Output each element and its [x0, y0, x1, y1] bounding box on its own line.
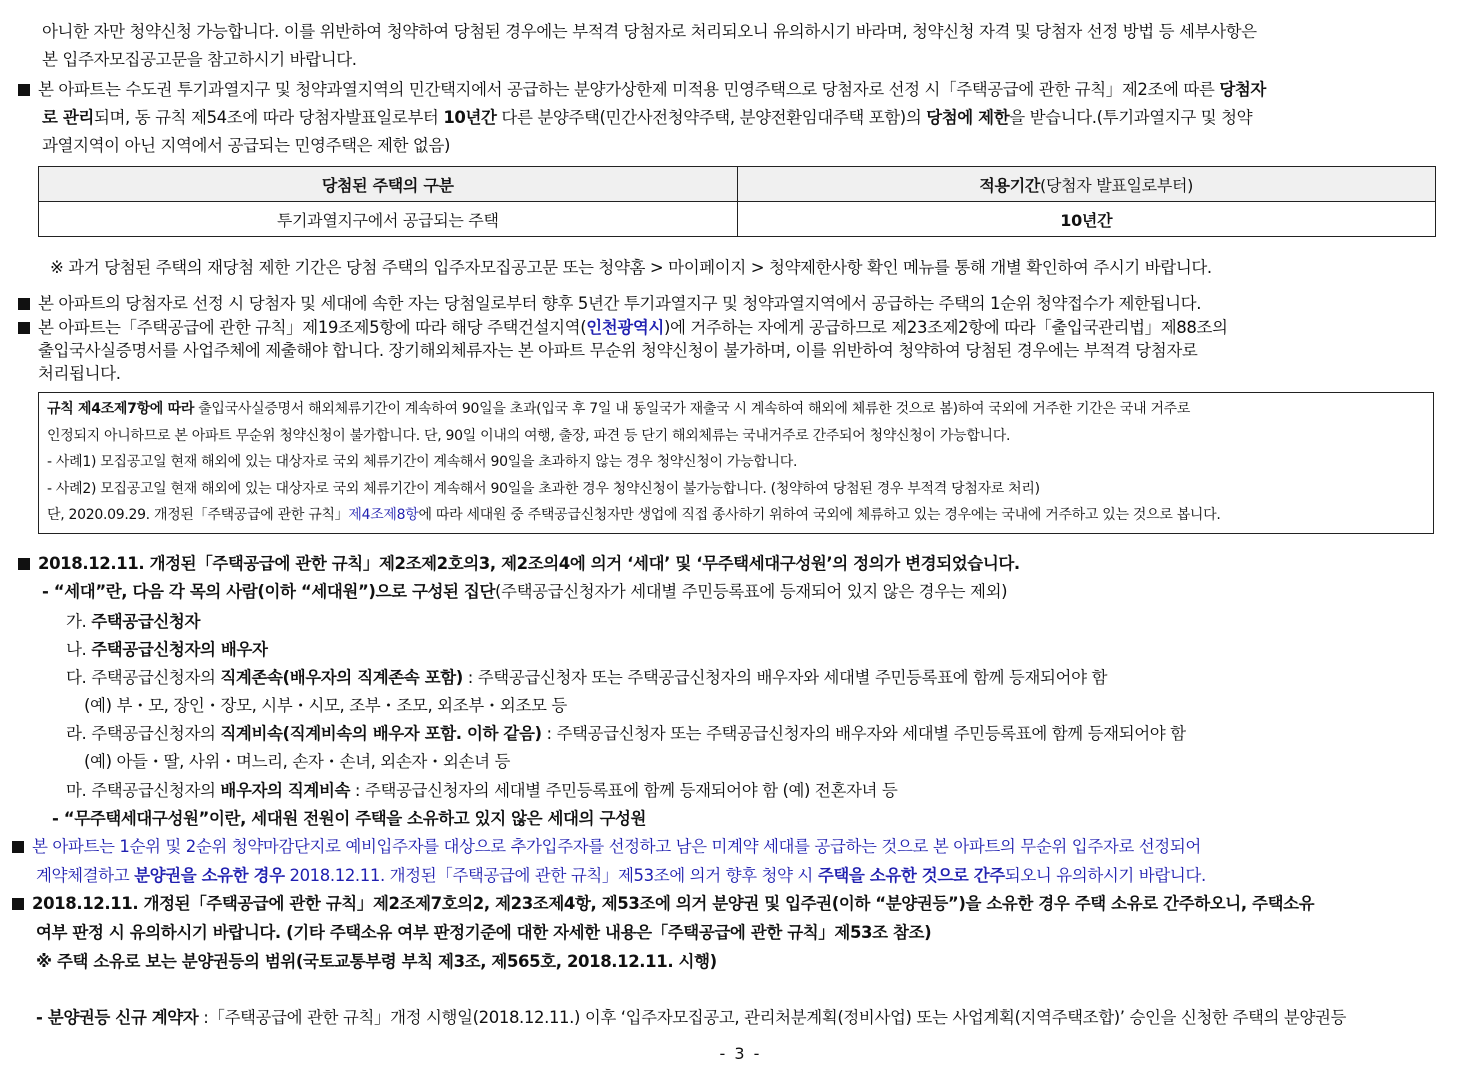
- text: 다른 분양주택(민간사전청약주택, 분양전환임대주택 포함)의: [496, 108, 927, 127]
- note-line: ※ 과거 당첨된 주택의 재당첨 제한 기간은 당첨 주택의 입주자모집공고문 또는 청약홈 > 마이페이지 > 청약제한사항 확인 메뉴를 통해 개별 확인하여 주시기 바랍니다.: [50, 258, 1212, 277]
- list-item: [66, 666, 1107, 690]
- text: 출입국사실증명서 해외체류기간이 계속하여 90일을 초과(입국 후 7일 내 동일국가 재출국 시 계속하여 해외에 체류한 것으로 봄)하여 국외에 거주한 기간은 국내 거주로: [194, 401, 1191, 417]
- bullet-paragraph: [18, 292, 1201, 316]
- text: 계약체결하고: [36, 866, 135, 885]
- text: 2018.12.11. 개정된「주택공급에 관한 규칙」제2조제7호의2, 제23조제4항, 제53조에 의거 분양권 및 입주권(이하 “분양권등”)을 소유한 경우 주택 소유로 간주하오니, 주택소유: [32, 894, 1315, 913]
- text-line: 본 입주자모집공고문을 참고하시기 바랍니다.: [42, 50, 357, 69]
- text: 되오니 유의하시기 바랍니다.: [1004, 866, 1206, 885]
- bullet-paragraph: [12, 835, 1201, 859]
- bold-text: 주택공급신청자의 배우자: [91, 640, 268, 659]
- text: 본 아파트는 수도권 투기과열지구 및 청약과열지역의 민간택지에서 공급하는 분양가상한제 미적용 민영주택으로 당첨자로 선정 시「주택공급에 관한 규칙」제2조에 따른: [38, 80, 1220, 99]
- bold-text: 로 관리: [42, 108, 94, 127]
- bullet-paragraph: [18, 78, 1266, 102]
- table-header-row: [39, 167, 1436, 202]
- text: 단, 2020.09.29. 개정된「주택공급에 관한 규칙」: [47, 507, 349, 523]
- text: 본 아파트는 1순위 및 2순위 청약마감단지로 예비입주자를 대상으로 추가입주자를 선정하고 남은 미계약 세대를 공급하는 것으로 본 아파트의 무순위 입주자로 선정되어: [32, 837, 1201, 856]
- table-header-cell: [737, 167, 1436, 202]
- text-line: 아니한 자만 청약신청 가능합니다. 이를 위반하여 청약하여 당첨된 경우에는 부적격 당첨자로 처리되오니 유의하시기 바라며, 청약신청 자격 및 당첨자 선정 방법 등 세부사항은: [42, 22, 1257, 41]
- box-line: [47, 505, 1221, 525]
- region-highlight: 인천광역시: [586, 318, 664, 337]
- box-line: 인정되지 아니하므로 본 아파트 무순위 청약신청이 불가합니다. 단, 90일 이내의 여행, 출장, 파견 등 단기 해외체류는 국내거주로 간주되어 청약신청이 가능합니다.: [47, 428, 1011, 444]
- bold-text: - 분양권등 신규 계약자: [36, 1008, 199, 1027]
- text-line: [36, 864, 1206, 888]
- table-row: [39, 202, 1436, 237]
- bold-text: 10년간: [443, 108, 497, 127]
- text: 2018.12.11. 개정된「주택공급에 관한 규칙」제53조에 의거 향후 청약 시: [284, 866, 818, 885]
- bold-text: 당첨에 제한: [926, 108, 1010, 127]
- list-item: [66, 610, 200, 634]
- restriction-table: [38, 166, 1436, 237]
- text: )에 거주하는 자에게 공급하므로 제23조제2항에 따라「출입국관리법」제88조의: [663, 318, 1228, 337]
- text: 다. 주택공급신청자의: [66, 668, 221, 687]
- text: : 주택공급신청자 또는 주택공급신청자의 배우자와 세대별 주민등록표에 함께 등재되어야 함: [541, 724, 1186, 743]
- text-line: [42, 106, 1252, 130]
- text: 본 아파트는「주택공급에 관한 규칙」제19조제5항에 따라 해당 주택건설지역(: [38, 318, 587, 337]
- text: (주택공급신청자가 세대별 주민등록표에 등재되어 있지 않은 경우는 제외): [495, 582, 1008, 601]
- box-line: - 사례2) 모집공고일 현재 해외에 있는 대상자로 국외 체류기간이 계속해서 90일을 초과한 경우 청약신청이 불가능합니다. (청약하여 당첨된 경우 부적격 당첨자로 처리): [47, 481, 1040, 497]
- text-line: 처리됩니다.: [38, 364, 121, 383]
- bold-text: 당첨자: [1219, 80, 1266, 99]
- definition-line: [42, 580, 1007, 604]
- square-bullet-icon: [18, 298, 30, 310]
- blue-text: 제4조제8항: [348, 507, 419, 523]
- example-line: (예) 아들・딸, 사위・며느리, 손자・손녀, 외손자・외손녀 등: [84, 752, 511, 771]
- text: 본 아파트의 당첨자로 선정 시 당첨자 및 세대에 속한 자는 당첨일로부터 향후 5년간 투기과열지구 및 청약과열지역에서 공급하는 주택의 1순위 청약접수가 제한됩니다.: [38, 294, 1202, 313]
- bold-text: 적용기간: [979, 175, 1041, 195]
- square-bullet-icon: [18, 84, 30, 96]
- text-line: 과열지역이 아닌 지역에서 공급되는 민영주택은 제한 없음): [42, 136, 451, 155]
- bold-text: 규칙 제4조제7항에 따라: [47, 401, 195, 417]
- bold-text: - “세대”란, 다음 각 목의 사람(이하 “세대원”)으로 구성된 집단: [42, 582, 495, 601]
- table-header-cell: 당첨된 주택의 구분: [39, 167, 738, 202]
- text-line: 여부 판정 시 유의하시기 바랍니다. (기타 주택소유 여부 판정기준에 대한 자세한 내용은「주택공급에 관한 규칙」제53조 참조): [36, 923, 932, 942]
- text: 마. 주택공급신청자의: [66, 781, 221, 800]
- bold-text: 주택공급신청자: [91, 612, 201, 631]
- text: :「주택공급에 관한 규칙」개정 시행일(2018.12.11.) 이후 ‘입주자모집공고, 관리처분계획(정비사업) 또는 사업계획(지역주택조합)’ 승인을 신청한 주택의 분양권등: [198, 1008, 1347, 1027]
- text: 나.: [66, 640, 92, 659]
- text: 2018.12.11. 개정된「주택공급에 관한 규칙」제2조제2호의3, 제2조의4에 의거 ‘세대’ 및 ‘무주택세대구성원’의 정의가 변경되었습니다.: [38, 554, 1020, 573]
- square-bullet-icon: [12, 898, 24, 910]
- overseas-stay-notice-box: [38, 392, 1434, 534]
- bullet-paragraph: [12, 892, 1314, 916]
- bold-text: 직계존속(배우자의 직계존속 포함): [220, 668, 463, 687]
- page-number: - 3 -: [719, 1044, 762, 1063]
- text: 을 받습니다.(투기과열지구 및 청약: [1009, 108, 1253, 127]
- text-line: [36, 1006, 1346, 1030]
- text: (당첨자 발표일로부터): [1040, 175, 1194, 195]
- bold-text: 분양권을 소유한 경우: [134, 866, 285, 885]
- list-item: [66, 638, 268, 662]
- bold-text: 배우자의 직계비속: [220, 781, 351, 800]
- example-line: (예) 부・모, 장인・장모, 시부・시모, 조부・조모, 외조부・외조모 등: [84, 696, 567, 715]
- section-heading: [18, 552, 1020, 576]
- table-cell: 10년간: [737, 202, 1436, 237]
- bold-text: 직계비속(직계비속의 배우자 포함. 이하 같음): [220, 724, 542, 743]
- text-line: 출입국사실증명서를 사업주체에 제출해야 합니다. 장기해외체류자는 본 아파트 무순위 청약신청이 불가하며, 이를 위반하여 청약하여 당첨된 경우에는 부적격 당첨자로: [38, 341, 1198, 360]
- text: 되며, 동 규칙 제54조에 따라 당첨자발표일로부터: [93, 108, 444, 127]
- square-bullet-icon: [18, 322, 30, 334]
- box-line: [47, 399, 1190, 419]
- text: : 주택공급신청자의 세대별 주민등록표에 함께 등재되어야 함 (예) 전혼자녀 등: [350, 781, 898, 800]
- bullet-paragraph: [18, 316, 1228, 340]
- bold-text: 주택을 소유한 것으로 간주: [817, 866, 1005, 885]
- list-item: [66, 779, 897, 803]
- text: 가.: [66, 612, 92, 631]
- square-bullet-icon: [12, 841, 24, 853]
- table-cell: 투기과열지구에서 공급되는 주택: [39, 202, 738, 237]
- text-line: ※ 주택 소유로 보는 분양권등의 범위(국토교통부령 부칙 제3조, 제565호, 2018.12.11. 시행): [36, 952, 717, 971]
- list-item: [66, 722, 1186, 746]
- definition-line: - “무주택세대구성원”이란, 세대원 전원이 주택을 소유하고 있지 않은 세대의 구성원: [52, 809, 647, 828]
- text: 라. 주택공급신청자의: [66, 724, 221, 743]
- square-bullet-icon: [18, 558, 30, 570]
- text: 에 따라 세대원 중 주택공급신청자만 생업에 직접 종사하기 위하여 국외에 체류하고 있는 경우에는 국내에 거주하고 있는 것으로 봅니다.: [418, 507, 1221, 523]
- box-line: - 사례1) 모집공고일 현재 해외에 있는 대상자로 국외 체류기간이 계속해서 90일을 초과하지 않는 경우 청약신청이 가능합니다.: [47, 454, 798, 470]
- text: : 주택공급신청자 또는 주택공급신청자의 배우자와 세대별 주민등록표에 함께 등재되어야 함: [462, 668, 1108, 687]
